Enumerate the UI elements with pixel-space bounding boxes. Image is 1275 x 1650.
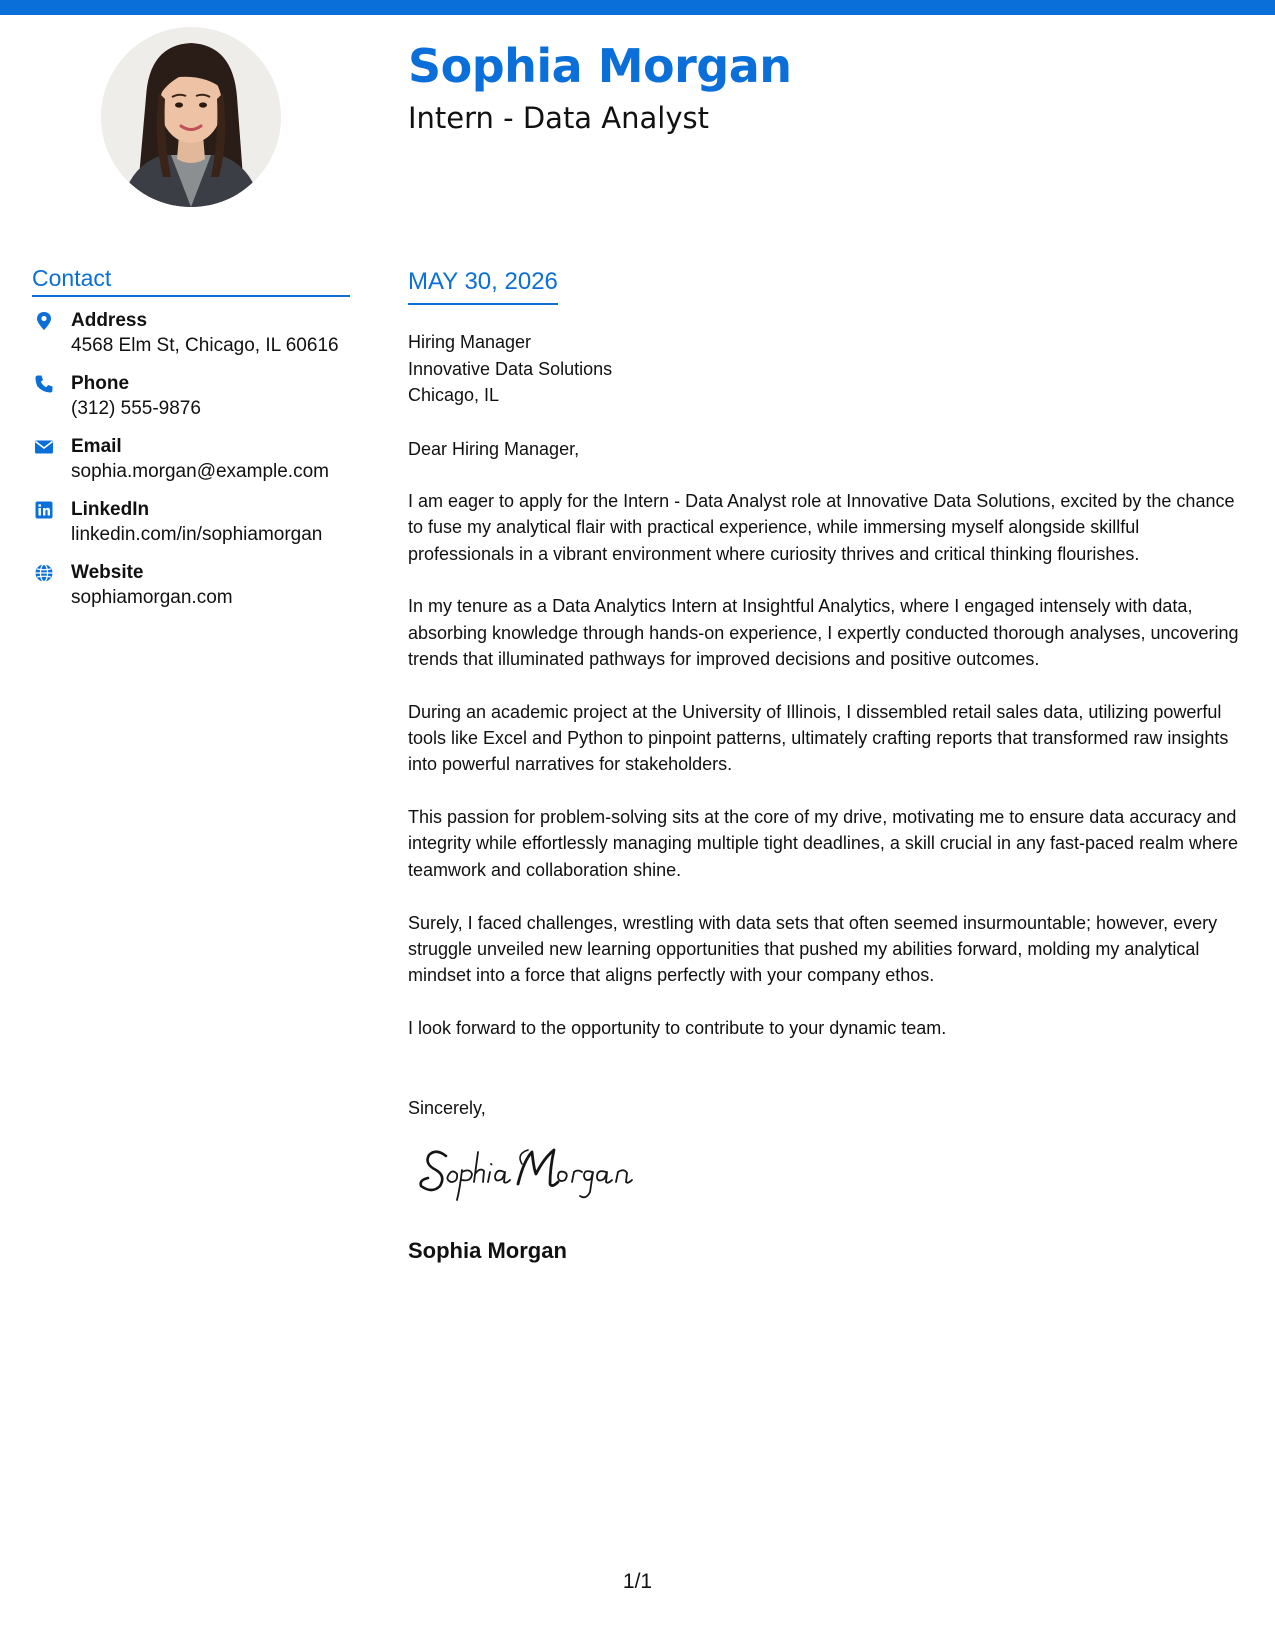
contact-label: Phone (71, 373, 130, 394)
contact-value: 4568 Elm St, Chicago, IL 60616 (71, 335, 339, 356)
phone-icon (34, 374, 54, 394)
contact-value: sophia.morgan@example.com (71, 461, 329, 482)
recipient-line: Hiring Manager (408, 332, 532, 352)
body-paragraph: This passion for problem-solving sits at the core of my drive, motivating me to ensure data accuracy and integrity while effortlessly managing multiple tight deadlines, a skill crucial in any fast-paced realm where teamwork and collaboration shine. (408, 807, 1239, 880)
contact-item-linkedin (32, 498, 362, 561)
letter-body (408, 488, 1248, 1068)
contact-label: Address (71, 310, 148, 331)
contact-item-address (32, 309, 362, 372)
letter-date-wrap (408, 268, 558, 305)
contact-label: LinkedIn (71, 499, 150, 520)
recipient-line: Innovative Data Solutions (408, 358, 613, 379)
candidate-name: Sophia Morgan (408, 39, 792, 93)
handwritten-signature (416, 1140, 666, 1210)
contact-value: (312) 555-9876 (71, 398, 201, 419)
body-paragraph: In my tenure as a Data Analytics Intern at Insightful Analytics, where I engaged intensely with data, absorbing knowledge through hands-on experience, I expertly conducted thorough analyses, uncovering trends that illuminated pathways for improved decisions and positive outcomes. (408, 596, 1239, 669)
page-number: 1/1 (622, 1570, 653, 1593)
salutation: Dear Hiring Manager, (408, 439, 580, 459)
body-paragraph: Surely, I faced challenges, wrestling with data sets that often seemed insurmountable; however, every struggle unveiled new learning opportunities that pushed my abilities forward, molding my analytical mindset into a force that aligns perfectly with your company ethos. (408, 912, 1218, 986)
signed-name: Sophia Morgan (408, 1238, 567, 1263)
body-paragraph: I look forward to the opportunity to contribute to your dynamic team. (408, 1017, 947, 1038)
job-title: Intern - Data Analyst (408, 101, 709, 135)
contact-value: sophiamorgan.com (71, 587, 233, 608)
contact-item-website (32, 561, 362, 624)
contact-value: linkedin.com/in/sophiamorgan (71, 524, 323, 545)
contact-list (32, 309, 362, 624)
recipient-line: Chicago, IL (408, 385, 500, 405)
top-accent-bar (0, 0, 1275, 15)
globe-icon (34, 563, 54, 583)
body-paragraph: I am eager to apply for the Intern - Data Analyst role at Innovative Data Solutions, excited by the chance to fuse my analytical flair with practical experience, while immersing myself alongside skillful professionals in a vibrant environment where curiosity thrives and critical thinking flourishes. (408, 491, 1235, 564)
envelope-icon (34, 437, 54, 457)
contact-item-phone (32, 372, 362, 435)
contact-heading: Contact (32, 265, 350, 297)
contact-label: Website (71, 562, 144, 583)
recipient-block (408, 329, 612, 409)
contact-item-email (32, 435, 362, 498)
map-pin-icon (34, 311, 54, 331)
letter-date: MAY 30, 2026 (408, 268, 558, 305)
closing: Sincerely, (408, 1098, 486, 1118)
body-paragraph: During an academic project at the University of Illinois, I dissembled retail sales data, utilizing powerful tools like Excel and Python to pinpoint patterns, ultimately crafting reports that transformed raw insights into powerful narratives for stakeholders. (408, 701, 1229, 775)
profile-photo (101, 27, 281, 207)
linkedin-icon (34, 500, 54, 520)
contact-label: Email (71, 436, 122, 457)
